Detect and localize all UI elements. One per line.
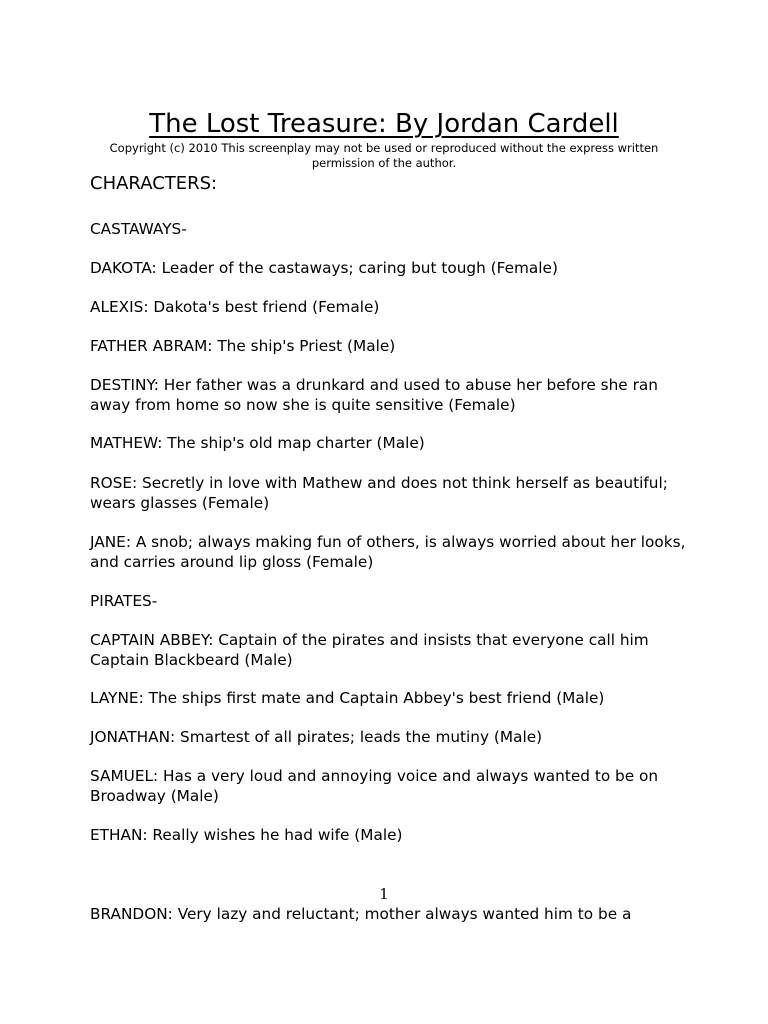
character-entry-destiny: DESTINY: Her father was a drunkard and used to abuse her before she ran away from home so now she is quite sensitive (Female) <box>90 376 658 414</box>
character-entry-father-abram: FATHER ABRAM: The ship's Priest (Male) <box>90 337 396 355</box>
character-entry-alexis: ALEXIS: Dakota's best friend (Female) <box>90 298 380 316</box>
character-entry-jane: JANE: A snob; always making fun of others, is always worried about her looks, and carries around lip gloss (Female) <box>90 533 686 571</box>
character-entry-samuel: SAMUEL: Has a very loud and annoying voice and always wanted to be on Broadway (Male) <box>90 767 659 805</box>
character-entry-rose: ROSE: Secretly in love with Mathew and does not think herself as beautiful; wears glasses (Female) <box>90 474 668 512</box>
characters-heading: CHARACTERS: <box>90 173 218 194</box>
character-entry-captain-abbey: CAPTAIN ABBEY: Captain of the pirates and insists that everyone call him Captain Blackbeard (Male) <box>90 631 649 669</box>
character-entry-layne: LAYNE: The ships first mate and Captain Abbey's best friend (Male) <box>90 689 605 707</box>
document-title: The Lost Treasure: By Jordan Cardell <box>149 109 619 139</box>
character-entry-brandon: BRANDON: Very lazy and reluctant; mother always wanted him to be a <box>90 905 632 923</box>
character-entry-mathew: MATHEW: The ship's old map charter (Male) <box>90 434 425 452</box>
character-entry-ethan: ETHAN: Really wishes he had wife (Male) <box>90 826 403 844</box>
character-entry-dakota: DAKOTA: Leader of the castaways; caring but tough (Female) <box>90 259 558 277</box>
page-number: 1 <box>379 885 389 903</box>
section-heading-castaways: CASTAWAYS- <box>90 220 187 238</box>
copyright-notice: Copyright (c) 2010 This screenplay may not be used or reproduced without the express written permission of the author. <box>109 141 659 170</box>
section-heading-pirates: PIRATES- <box>90 592 158 610</box>
character-entry-jonathan: JONATHAN: Smartest of all pirates; leads the mutiny (Male) <box>90 728 543 746</box>
